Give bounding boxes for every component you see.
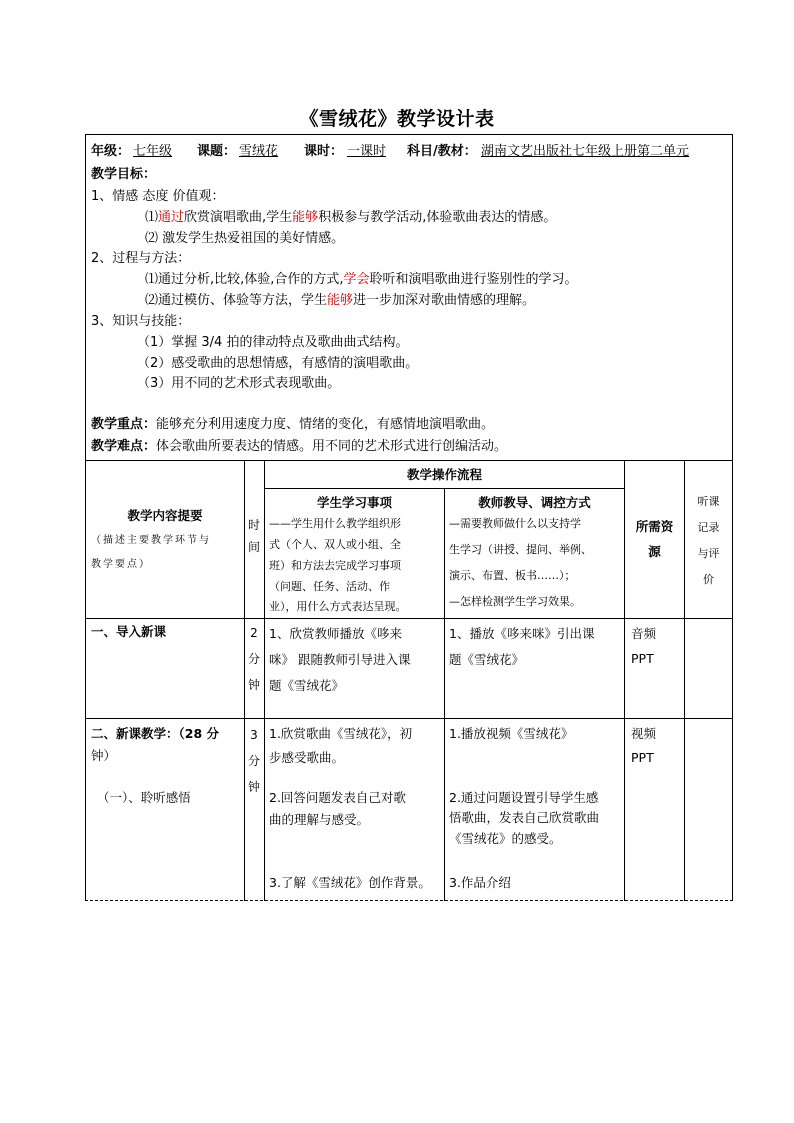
flow-heading: 教学操作流程 bbox=[406, 467, 482, 482]
table-right-border bbox=[732, 134, 733, 901]
row-divider-new bbox=[85, 718, 733, 719]
goal-3b: （2）感受歌曲的思想情感，有感情的演唱歌曲。 bbox=[137, 356, 419, 371]
row1-resource-2: PPT bbox=[631, 651, 654, 666]
resources-heading-2: 源 bbox=[648, 544, 661, 559]
time-heading-2: 间 bbox=[247, 540, 260, 554]
row2-student-2b: 曲的理解与感受。 bbox=[269, 812, 370, 827]
row2-student-2a: 2.回答问题发表自己对歌 bbox=[269, 790, 406, 805]
row-divider-intro bbox=[85, 618, 733, 619]
student-desc-2: 式（个人、双人或小组、全 bbox=[269, 538, 401, 551]
row2-content-2: 钟） bbox=[91, 748, 117, 763]
teacher-desc-2: 生学习（讲授、提问、举例、 bbox=[449, 543, 592, 556]
student-desc-1: ——学生用什么教学组织形 bbox=[269, 517, 401, 530]
row2-resource-2: PPT bbox=[631, 750, 654, 765]
teacher-desc-3: 演示、布置、板书……）； bbox=[449, 569, 576, 582]
hours-label: 课时： bbox=[304, 144, 344, 159]
notes-heading-1: 听课 bbox=[697, 495, 720, 508]
goal-1a: ⑴通过欣赏演唱歌曲,学生能够积极参与教学活动,体验歌曲表达的情感。 bbox=[145, 210, 557, 225]
topic-value: 雪绒花 bbox=[239, 144, 279, 159]
student-desc-5: 业），用什么方式表达呈现。 bbox=[269, 600, 407, 613]
row2-teacher-1: 1.播放视频《雪绒花》 bbox=[449, 726, 574, 741]
row2-time-2: 分 bbox=[247, 754, 260, 768]
row2-time-3: 钟 bbox=[247, 780, 260, 794]
row2-teacher-3: 3.作品介绍 bbox=[449, 875, 511, 890]
row2-resource-1: 视频 bbox=[631, 726, 657, 741]
topic-label: 课题： bbox=[197, 144, 237, 159]
row2-teacher-2a: 2.通过问题设置引导学生感 bbox=[449, 790, 599, 805]
row-divider-header bbox=[85, 460, 733, 461]
grade-label: 年级： bbox=[91, 144, 131, 159]
row2-teacher-2c: 《雪绒花》的感受。 bbox=[449, 831, 562, 846]
student-desc-4: （问题、任务、活动、作 bbox=[269, 580, 390, 593]
row2-student-3: 3.了解《雪绒花》创作背景。 bbox=[269, 875, 431, 890]
col-divider-time-left bbox=[244, 460, 245, 901]
hours-value: 一课时 bbox=[347, 144, 387, 159]
goal-2b: ⑵通过模仿、体验等方法，学生能够进一步加深对歌曲情感的理解。 bbox=[145, 293, 536, 308]
page-title: 《雪绒花》教学设计表 bbox=[299, 108, 495, 130]
difficult-point: 教学难点：体会歌曲所要表达的情感。用不同的艺术形式进行创编活动。 bbox=[91, 439, 508, 454]
row2-student-1b: 步感受歌曲。 bbox=[269, 750, 345, 765]
row1-time-2: 分 bbox=[247, 652, 260, 666]
subject-label: 科目/教材： bbox=[407, 144, 477, 159]
content-heading: 教学内容提要 bbox=[127, 508, 203, 523]
grade-value: 七年级 bbox=[133, 144, 173, 159]
row2-content-sub: （一）、聆听感悟 bbox=[97, 790, 191, 805]
row1-student-3: 题《雪绒花》 bbox=[269, 678, 345, 693]
table-top-border bbox=[85, 134, 733, 135]
content-note-line2: 教学要点） bbox=[91, 559, 151, 570]
col-divider-time-right bbox=[264, 460, 265, 901]
notes-heading-2: 记录 bbox=[697, 521, 720, 534]
row1-resource-1: 音频 bbox=[631, 626, 657, 641]
row2-time-1: 3 bbox=[250, 728, 258, 742]
row1-student-2: 咪》 跟随教师引导进入课 bbox=[269, 652, 411, 667]
row2-teacher-2b: 悟歌曲，发表自己欣赏歌曲 bbox=[449, 810, 600, 825]
subject-value: 湖南文艺出版社七年级上册第二单元 bbox=[481, 144, 690, 159]
student-desc-3: 班）和方法去完成学习事项 bbox=[269, 559, 401, 572]
goal-2a: ⑴通过分析,比较,体验,合作的方式,学会聆听和演唱歌曲进行鉴别性的学习。 bbox=[145, 272, 578, 287]
goal-1-heading: 1、情感 态度 价值观： bbox=[91, 189, 225, 204]
goal-3a: （1）掌握 3/4 拍的律动特点及歌曲曲式结构。 bbox=[137, 335, 409, 350]
time-heading-1: 时 bbox=[247, 518, 260, 532]
table-bottom-dashed bbox=[85, 900, 733, 901]
col-divider-student-teacher bbox=[444, 488, 445, 901]
row2-student-1a: 1.欣赏歌曲《雪绒花》，初 bbox=[269, 726, 413, 741]
row1-time-3: 钟 bbox=[247, 678, 260, 692]
goals-heading: 教学目标： bbox=[91, 167, 157, 182]
row1-student-1: 1、欣赏教师播放《哆来 bbox=[269, 626, 402, 641]
row1-teacher-1: 1、播放《哆来咪》引出课 bbox=[449, 626, 595, 641]
goal-2-heading: 2、过程与方法： bbox=[91, 251, 191, 266]
notes-heading-4: 价 bbox=[703, 573, 714, 586]
teacher-heading: 教师教导、调控方式 bbox=[478, 495, 591, 510]
key-point: 教学重点：能够充分利用速度力度、情绪的变化，有感情地演唱歌曲。 bbox=[91, 417, 495, 432]
teacher-desc-4: —怎样检测学生学习效果。 bbox=[449, 595, 581, 608]
row1-teacher-2: 题《雪绒花》 bbox=[449, 652, 525, 667]
goal-3-heading: 3、知识与技能： bbox=[91, 314, 191, 329]
goal-1b: ⑵ 激发学生热爱祖国的美好情感。 bbox=[145, 231, 345, 246]
row1-content: 一、导入新课 bbox=[91, 624, 167, 639]
teacher-desc-1: —需要教师做什么以支持学 bbox=[449, 517, 581, 530]
content-note-line1: （描述主要教学环节与 bbox=[91, 535, 211, 546]
student-heading: 学生学习事项 bbox=[316, 495, 392, 510]
row1-time-1: 2 bbox=[250, 626, 258, 640]
goal-3c: （3）用不同的艺术形式表现歌曲。 bbox=[137, 376, 341, 391]
row2-content-1: 二、新课教学：（28 分 bbox=[91, 726, 219, 741]
resources-heading-1: 所需资 bbox=[635, 519, 674, 534]
notes-heading-3: 与评 bbox=[697, 547, 720, 560]
